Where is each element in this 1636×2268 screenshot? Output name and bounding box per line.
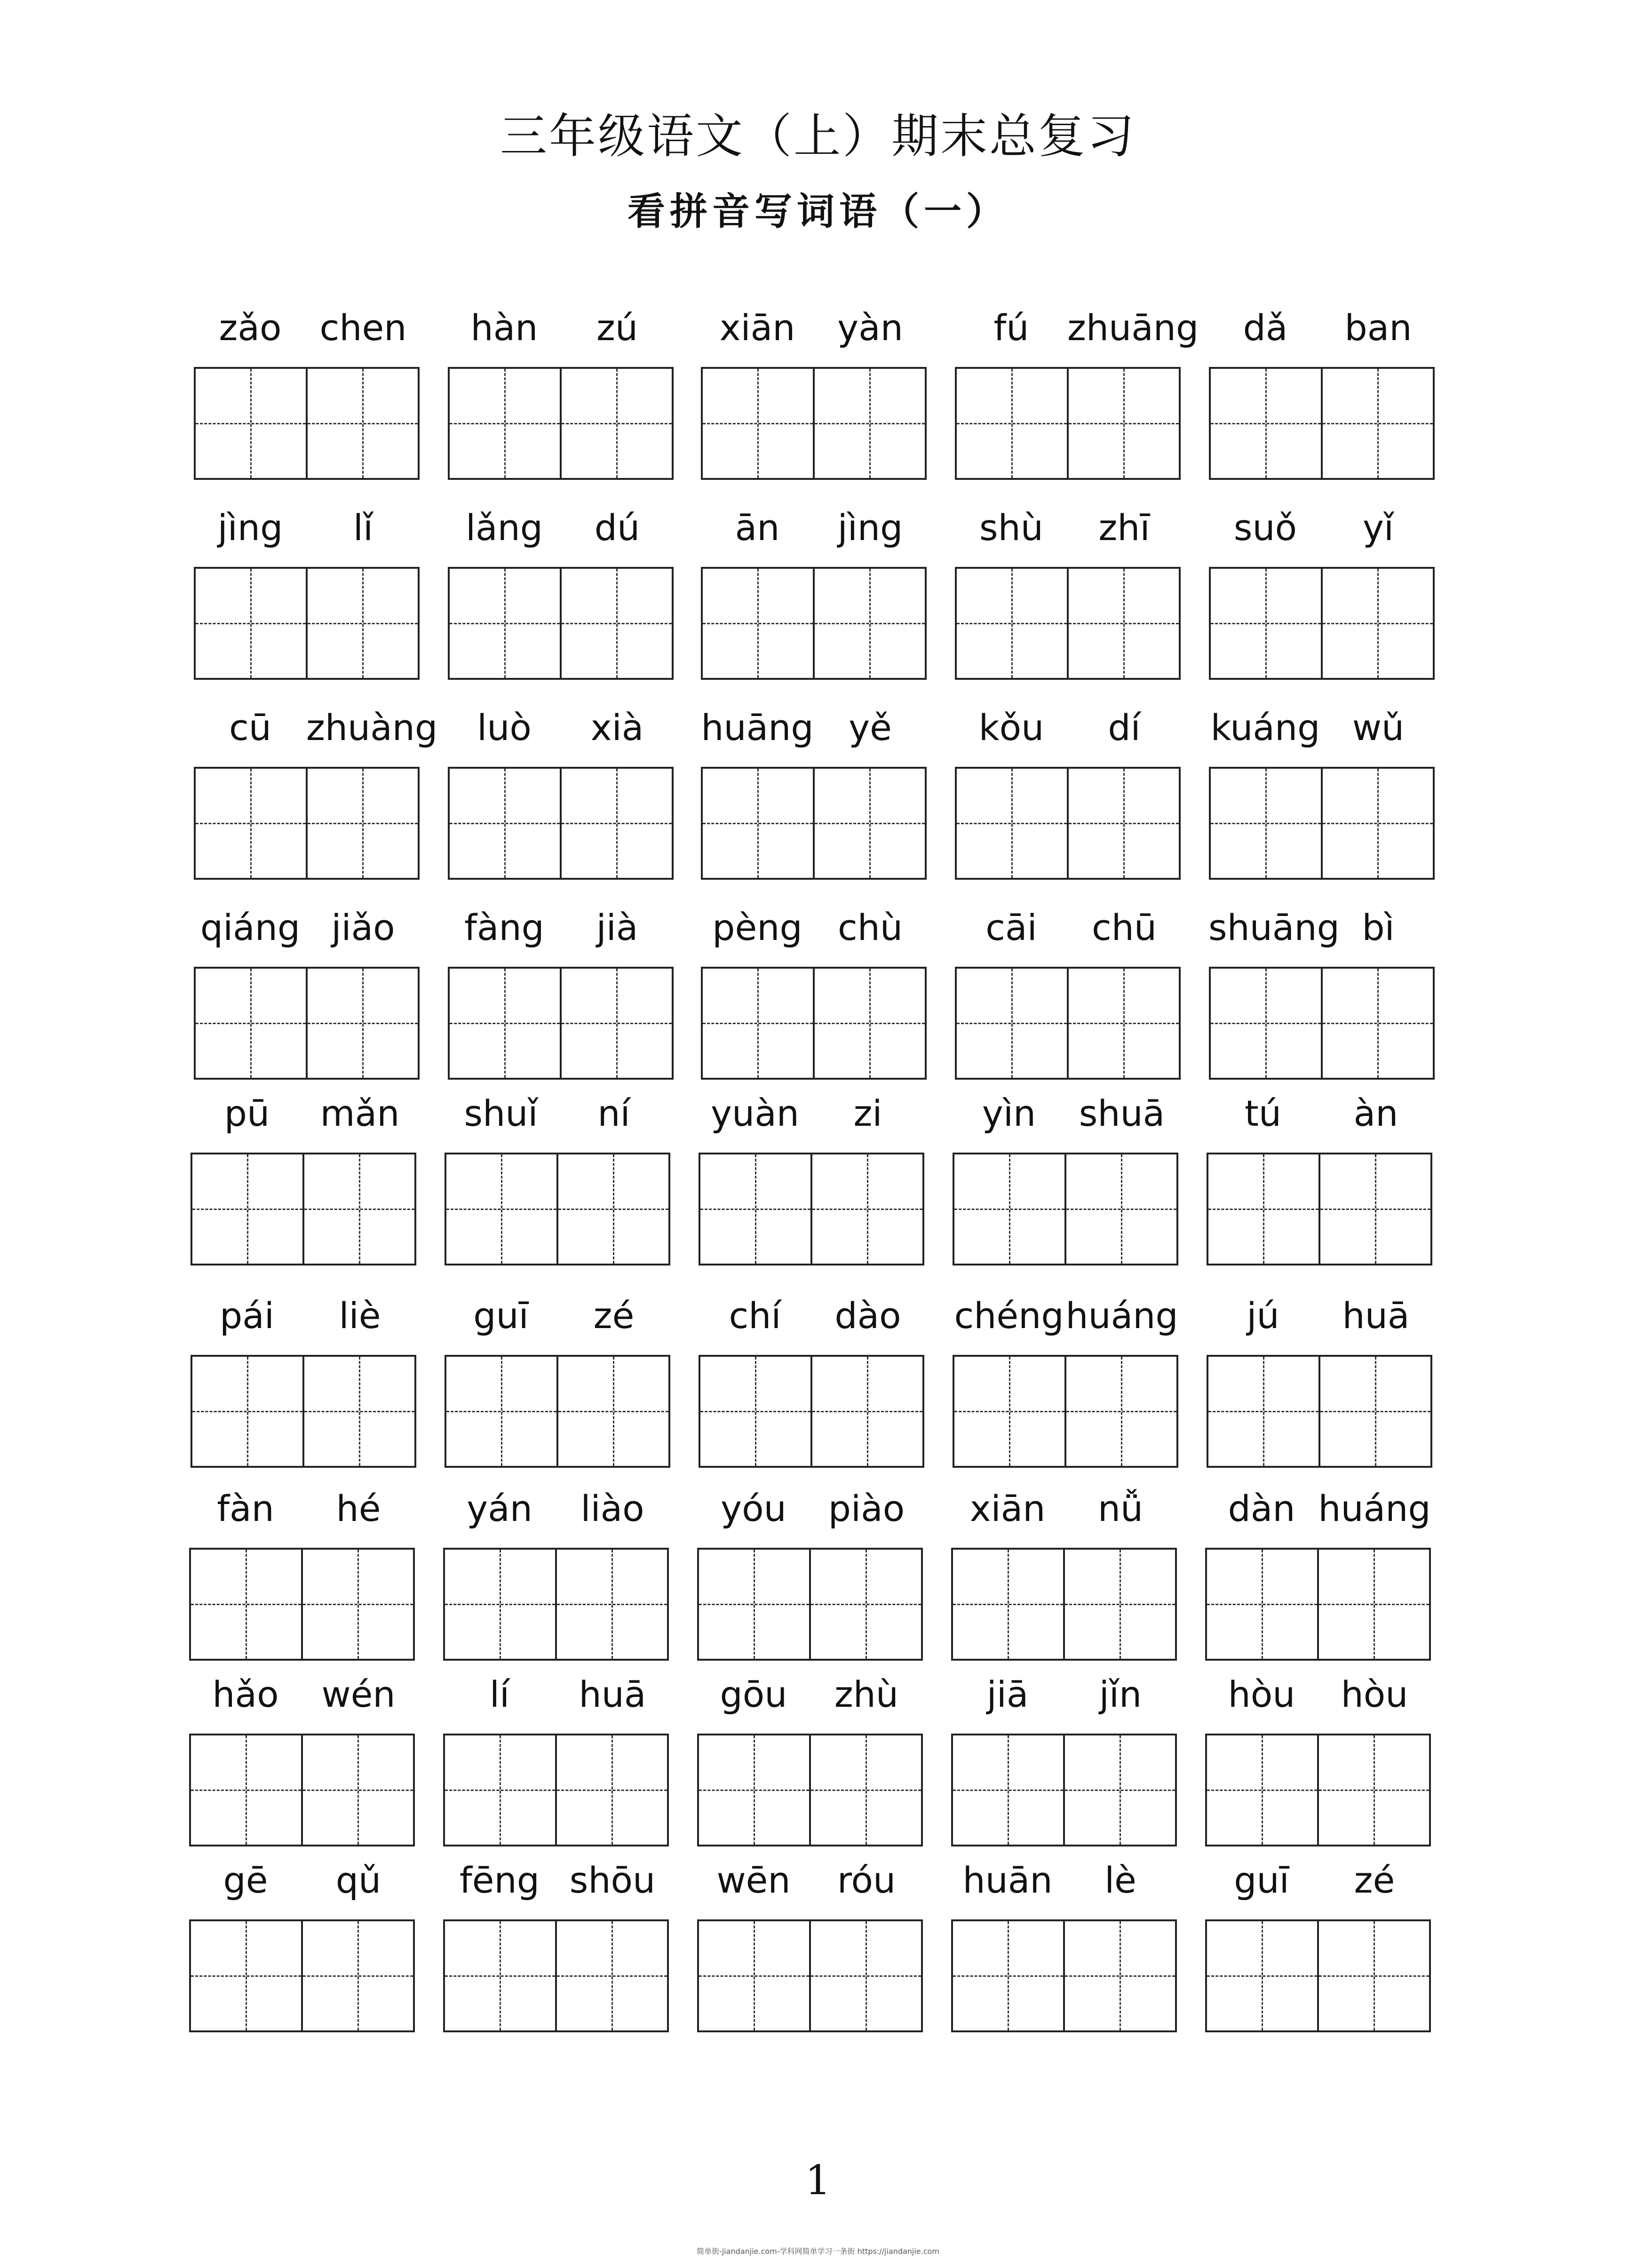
- pinyin-label: tú: [1245, 1092, 1281, 1134]
- tianzige-cell[interactable]: [191, 1550, 301, 1659]
- writing-box[interactable]: [697, 1734, 923, 1846]
- tianzige-cell[interactable]: [196, 769, 306, 878]
- tianzige-cell[interactable]: [1207, 1735, 1317, 1845]
- tianzige-cell[interactable]: [556, 1357, 668, 1466]
- pinyin-label: gē: [223, 1859, 268, 1901]
- pinyin-label: chéng: [954, 1295, 1064, 1337]
- pinyin-label: yǐ: [1362, 507, 1394, 549]
- pinyin-label: pèng: [712, 907, 802, 948]
- tianzige-cell[interactable]: [1317, 1550, 1429, 1659]
- writing-box[interactable]: [951, 1919, 1177, 2032]
- pinyin-label: zú: [596, 307, 638, 349]
- writing-box[interactable]: [955, 767, 1181, 880]
- tianzige-cell[interactable]: [957, 369, 1067, 478]
- pinyin-label: wēn: [716, 1859, 791, 1901]
- pinyin-label: chù: [837, 907, 903, 948]
- tianzige-cell[interactable]: [445, 1921, 555, 2030]
- pinyin-label: jiǎo: [331, 907, 395, 948]
- tianzige-cell[interactable]: [1067, 569, 1179, 678]
- pinyin-label: luò: [477, 707, 532, 748]
- pinyin-label: guī: [1234, 1859, 1289, 1901]
- writing-box[interactable]: [448, 367, 674, 480]
- tianzige-cell[interactable]: [196, 369, 306, 478]
- pinyin-label: shōu: [569, 1859, 656, 1901]
- tianzige-cell[interactable]: [703, 769, 813, 878]
- pinyin-label: hǎo: [212, 1673, 279, 1715]
- tianzige-cell[interactable]: [1211, 969, 1321, 1078]
- pinyin-label: chū: [1091, 907, 1157, 948]
- writing-box[interactable]: [194, 567, 420, 680]
- pinyin-label: jià: [596, 907, 638, 948]
- tianzige-cell[interactable]: [813, 969, 925, 1078]
- pinyin-label: lí: [489, 1673, 510, 1715]
- tianzige-cell[interactable]: [953, 1550, 1063, 1659]
- pinyin-label: zhī: [1098, 507, 1150, 549]
- tianzige-cell[interactable]: [1067, 969, 1179, 1078]
- writing-box[interactable]: [445, 1153, 670, 1265]
- pinyin-label: kuáng: [1210, 707, 1320, 748]
- pinyin-label: zi: [853, 1092, 882, 1134]
- pinyin-label: jǐn: [1099, 1673, 1142, 1715]
- tianzige-cell[interactable]: [1067, 769, 1179, 878]
- tianzige-cell[interactable]: [302, 1357, 414, 1466]
- pinyin-label: liào: [580, 1488, 644, 1529]
- pinyin-label: hé: [336, 1488, 381, 1529]
- tianzige-cell[interactable]: [1211, 369, 1321, 478]
- tianzige-cell[interactable]: [953, 1735, 1063, 1845]
- pinyin-label: guī: [473, 1295, 529, 1337]
- tianzige-cell[interactable]: [306, 769, 418, 878]
- pinyin-label: zé: [593, 1295, 635, 1337]
- tianzige-cell[interactable]: [560, 769, 672, 878]
- tianzige-cell[interactable]: [196, 569, 306, 678]
- writing-box[interactable]: [951, 1548, 1177, 1661]
- pinyin-label: huā: [579, 1673, 646, 1715]
- tianzige-cell[interactable]: [445, 1550, 555, 1659]
- writing-box[interactable]: [1207, 1153, 1432, 1265]
- tianzige-cell[interactable]: [191, 1735, 301, 1845]
- tianzige-cell[interactable]: [555, 1921, 667, 2030]
- tianzige-cell[interactable]: [1317, 1735, 1429, 1845]
- tianzige-cell[interactable]: [700, 1357, 810, 1466]
- pinyin-label: dào: [834, 1295, 901, 1337]
- writing-box[interactable]: [194, 367, 420, 480]
- writing-box[interactable]: [1209, 767, 1435, 880]
- tianzige-cell[interactable]: [1067, 369, 1179, 478]
- pinyin-label: huáng: [1065, 1295, 1178, 1337]
- tianzige-cell[interactable]: [810, 1154, 922, 1264]
- tianzige-cell[interactable]: [1321, 569, 1433, 678]
- pinyin-label: hòu: [1228, 1673, 1295, 1715]
- tianzige-cell[interactable]: [192, 1154, 302, 1264]
- tianzige-cell[interactable]: [954, 1154, 1064, 1264]
- page-title: 三年级语文（上）期末总复习: [500, 109, 1136, 164]
- tianzige-cell[interactable]: [1207, 1921, 1317, 2030]
- writing-box[interactable]: [953, 1153, 1178, 1265]
- pinyin-label: huā: [1342, 1295, 1410, 1337]
- tianzige-cell[interactable]: [810, 1357, 922, 1466]
- pinyin-label: xiān: [969, 1488, 1046, 1529]
- pinyin-label: lǐ: [353, 507, 373, 549]
- writing-box[interactable]: [701, 567, 927, 680]
- writing-box[interactable]: [701, 367, 927, 480]
- tianzige-cell[interactable]: [306, 569, 418, 678]
- writing-box[interactable]: [955, 367, 1181, 480]
- tianzige-cell[interactable]: [301, 1921, 413, 2030]
- pinyin-label: suǒ: [1233, 507, 1297, 549]
- tianzige-cell[interactable]: [1063, 1735, 1175, 1845]
- pinyin-label: dàn: [1228, 1488, 1295, 1529]
- pinyin-label: fàng: [464, 907, 544, 948]
- pinyin-label: hàn: [470, 307, 538, 349]
- pinyin-label: piào: [828, 1488, 905, 1529]
- pinyin-label: yán: [467, 1488, 532, 1529]
- tianzige-cell[interactable]: [306, 369, 418, 478]
- writing-box[interactable]: [189, 1919, 415, 2032]
- tianzige-cell[interactable]: [306, 969, 418, 1078]
- writing-box[interactable]: [955, 567, 1181, 680]
- tianzige-cell[interactable]: [813, 369, 925, 478]
- pinyin-label: yàn: [837, 307, 903, 349]
- tianzige-cell[interactable]: [957, 569, 1067, 678]
- tianzige-cell[interactable]: [555, 1550, 667, 1659]
- writing-box[interactable]: [448, 567, 674, 680]
- pinyin-label: shuǐ: [464, 1092, 538, 1134]
- pinyin-label: fàn: [217, 1488, 274, 1529]
- tianzige-cell[interactable]: [703, 569, 813, 678]
- tianzige-cell[interactable]: [809, 1735, 921, 1845]
- tianzige-cell[interactable]: [957, 969, 1067, 1078]
- pinyin-label: zhuāng: [1067, 307, 1199, 349]
- tianzige-cell[interactable]: [301, 1550, 413, 1659]
- pinyin-label: zǎo: [219, 307, 282, 349]
- pinyin-label: jiā: [986, 1673, 1029, 1715]
- tianzige-cell[interactable]: [301, 1735, 413, 1845]
- tianzige-cell[interactable]: [1208, 1154, 1318, 1264]
- tianzige-cell[interactable]: [813, 569, 925, 678]
- pinyin-label: yuàn: [711, 1092, 799, 1134]
- tianzige-cell[interactable]: [1063, 1550, 1175, 1659]
- pinyin-label: róu: [837, 1859, 896, 1901]
- tianzige-cell[interactable]: [699, 1735, 809, 1845]
- pinyin-label: liè: [339, 1295, 381, 1337]
- pinyin-label: àn: [1353, 1092, 1398, 1134]
- tianzige-cell[interactable]: [1064, 1154, 1176, 1264]
- tianzige-cell[interactable]: [1211, 769, 1321, 878]
- writing-box[interactable]: [955, 967, 1181, 1080]
- pinyin-label: hòu: [1341, 1673, 1408, 1715]
- tianzige-cell[interactable]: [1318, 1357, 1430, 1466]
- writing-box[interactable]: [701, 967, 927, 1080]
- tianzige-cell[interactable]: [450, 569, 560, 678]
- footer-watermark: 简单街-jiandanjie.com-学科网简单学习一条街 https://jiandanjie.com: [697, 2247, 939, 2256]
- pinyin-label: yě: [849, 707, 892, 748]
- pinyin-label: yóu: [721, 1488, 786, 1529]
- writing-box[interactable]: [1209, 967, 1435, 1080]
- tianzige-cell[interactable]: [700, 1154, 810, 1264]
- writing-box[interactable]: [443, 1548, 669, 1661]
- tianzige-cell[interactable]: [560, 569, 672, 678]
- pinyin-label: chí: [729, 1295, 781, 1337]
- tianzige-cell[interactable]: [954, 1357, 1064, 1466]
- tianzige-cell[interactable]: [192, 1357, 302, 1466]
- tianzige-cell[interactable]: [446, 1154, 556, 1264]
- writing-box[interactable]: [953, 1355, 1178, 1468]
- pinyin-label: kǒu: [978, 707, 1044, 748]
- tianzige-cell[interactable]: [1208, 1357, 1318, 1466]
- pinyin-label: nǚ: [1097, 1488, 1144, 1529]
- pinyin-label: pū: [224, 1092, 270, 1134]
- writing-box[interactable]: [699, 1355, 924, 1468]
- pinyin-label: gōu: [720, 1673, 787, 1715]
- tianzige-cell[interactable]: [445, 1735, 555, 1845]
- writing-box[interactable]: [443, 1734, 669, 1846]
- writing-box[interactable]: [194, 767, 420, 880]
- pinyin-label: lè: [1104, 1859, 1136, 1901]
- tianzige-cell[interactable]: [699, 1550, 809, 1659]
- tianzige-cell[interactable]: [953, 1921, 1063, 2030]
- writing-box[interactable]: [448, 967, 674, 1080]
- tianzige-cell[interactable]: [1211, 569, 1321, 678]
- pinyin-label: huáng: [1318, 1488, 1431, 1529]
- tianzige-cell[interactable]: [703, 369, 813, 478]
- pinyin-label: dú: [594, 507, 640, 549]
- tianzige-cell[interactable]: [302, 1154, 414, 1264]
- tianzige-cell[interactable]: [560, 969, 672, 1078]
- writing-box[interactable]: [1205, 1734, 1431, 1846]
- tianzige-cell[interactable]: [703, 969, 813, 1078]
- writing-box[interactable]: [1207, 1355, 1432, 1468]
- tianzige-cell[interactable]: [1064, 1357, 1176, 1466]
- writing-box[interactable]: [701, 767, 927, 880]
- tianzige-cell[interactable]: [809, 1921, 921, 2030]
- pinyin-label: jú: [1247, 1295, 1279, 1337]
- tianzige-cell[interactable]: [446, 1357, 556, 1466]
- tianzige-cell[interactable]: [450, 769, 560, 878]
- pinyin-label: fēng: [460, 1859, 540, 1901]
- pinyin-label: huāng: [701, 707, 814, 748]
- pinyin-label: ní: [597, 1092, 630, 1134]
- pinyin-label: cāi: [985, 907, 1037, 948]
- writing-box[interactable]: [194, 967, 420, 1080]
- writing-box[interactable]: [1209, 367, 1435, 480]
- writing-box[interactable]: [189, 1734, 415, 1846]
- writing-box[interactable]: [697, 1919, 923, 2032]
- tianzige-cell[interactable]: [809, 1550, 921, 1659]
- pinyin-label: mǎn: [320, 1092, 400, 1134]
- pinyin-label: wǔ: [1352, 707, 1405, 748]
- tianzige-cell[interactable]: [450, 369, 560, 478]
- writing-box[interactable]: [1205, 1548, 1431, 1661]
- pinyin-label: lǎng: [465, 507, 543, 549]
- pinyin-label: xiān: [719, 307, 795, 349]
- pinyin-label: qǔ: [335, 1859, 381, 1901]
- tianzige-cell[interactable]: [813, 769, 925, 878]
- tianzige-cell[interactable]: [556, 1154, 668, 1264]
- pinyin-label: zé: [1354, 1859, 1395, 1901]
- page-number: 1: [805, 2157, 831, 2204]
- pinyin-label: zhuàng: [306, 707, 438, 748]
- pinyin-label: chen: [319, 307, 407, 349]
- pinyin-label: cū: [229, 707, 271, 748]
- pinyin-label: bì: [1362, 907, 1395, 948]
- tianzige-cell[interactable]: [1317, 1921, 1429, 2030]
- writing-box[interactable]: [448, 767, 674, 880]
- tianzige-cell[interactable]: [560, 369, 672, 478]
- pinyin-label: shuā: [1079, 1092, 1165, 1134]
- writing-box[interactable]: [699, 1153, 924, 1265]
- pinyin-label: pái: [220, 1295, 274, 1337]
- writing-box[interactable]: [189, 1548, 415, 1661]
- pinyin-label: zhù: [834, 1673, 899, 1715]
- writing-box[interactable]: [445, 1355, 670, 1468]
- pinyin-label: huān: [962, 1859, 1053, 1901]
- tianzige-cell[interactable]: [196, 969, 306, 1078]
- tianzige-cell[interactable]: [1321, 769, 1433, 878]
- pinyin-label: fú: [993, 307, 1029, 349]
- pinyin-label: dǎ: [1243, 307, 1288, 349]
- tianzige-cell[interactable]: [1318, 1154, 1430, 1264]
- writing-box[interactable]: [951, 1734, 1177, 1846]
- page-subtitle: 看拼音写词语（一）: [627, 190, 1009, 233]
- writing-box[interactable]: [191, 1153, 416, 1265]
- tianzige-cell[interactable]: [191, 1921, 301, 2030]
- pinyin-label: ān: [735, 507, 780, 549]
- tianzige-cell[interactable]: [450, 969, 560, 1078]
- writing-box[interactable]: [191, 1355, 416, 1468]
- pinyin-label: shù: [979, 507, 1043, 549]
- pinyin-label: qiáng: [200, 907, 301, 948]
- writing-box[interactable]: [697, 1548, 923, 1661]
- writing-box[interactable]: [443, 1919, 669, 2032]
- pinyin-label: jìng: [837, 507, 903, 549]
- pinyin-label: shuāng: [1208, 907, 1340, 948]
- tianzige-cell[interactable]: [699, 1921, 809, 2030]
- writing-box[interactable]: [1205, 1919, 1431, 2032]
- pinyin-label: wén: [321, 1673, 396, 1715]
- pinyin-label: yìn: [982, 1092, 1036, 1134]
- pinyin-label: xià: [590, 707, 644, 748]
- tianzige-cell[interactable]: [1063, 1921, 1175, 2030]
- writing-box[interactable]: [1209, 567, 1435, 680]
- tianzige-cell[interactable]: [1321, 969, 1433, 1078]
- pinyin-label: dí: [1108, 707, 1141, 748]
- tianzige-cell[interactable]: [1321, 369, 1433, 478]
- tianzige-cell[interactable]: [1207, 1550, 1317, 1659]
- tianzige-cell[interactable]: [555, 1735, 667, 1845]
- pinyin-label: ban: [1344, 307, 1412, 349]
- tianzige-cell[interactable]: [957, 769, 1067, 878]
- pinyin-label: jìng: [217, 507, 283, 549]
